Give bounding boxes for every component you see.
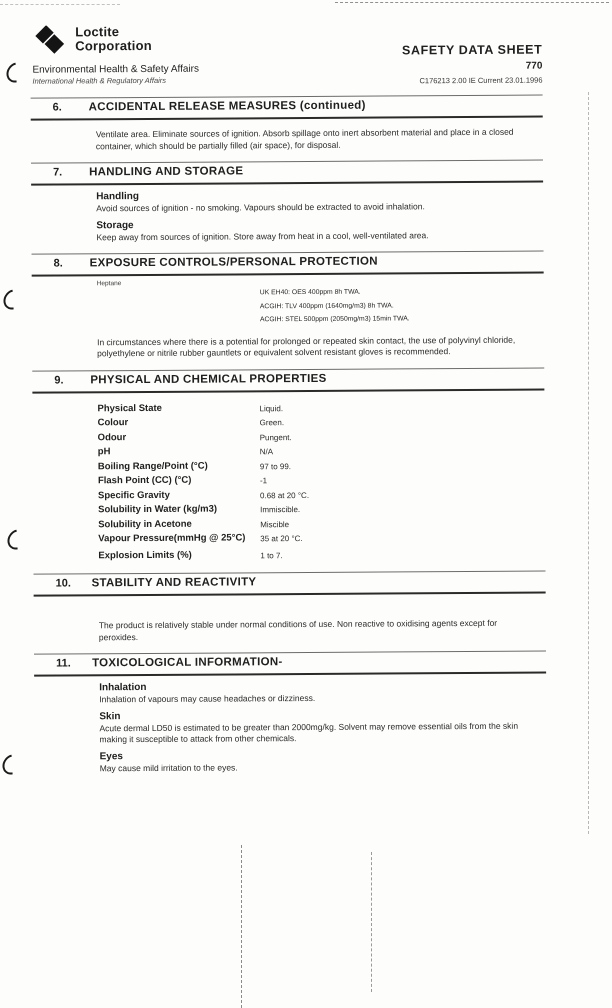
property-label: Physical State	[97, 402, 162, 414]
toxicology-item	[34, 680, 546, 706]
subsection-text: Inhalation of vapours may cause headaches or dizziness.	[99, 692, 316, 705]
property-value: Miscible	[260, 519, 290, 529]
section-number: 10.	[55, 577, 71, 590]
section-physical-chemical-properties	[32, 367, 545, 564]
property-value: 1 to 7.	[260, 550, 283, 560]
section-body-text: The product is relatively stable under normal conditions of use. Non reactive to oxidising agents except for peroxides.	[98, 617, 498, 642]
subsection-text: Acute dermal LD50 is estimated to be greater than 2000mg/kg. Solvent may remove essential oils from the skin making it susceptible to attack from other chemicals.	[99, 720, 519, 745]
section-header	[31, 95, 543, 121]
company-block	[30, 25, 199, 88]
exposure-limit-line: ACGIH: STEL 500ppm (2050mg/m3) 15min TWA.	[259, 315, 410, 324]
properties-table	[97, 399, 545, 563]
section-title: HANDLING AND STORAGE	[89, 165, 244, 179]
property-label: Solubility in Acetone	[98, 518, 192, 530]
section-number: 6.	[52, 101, 62, 114]
company-name	[75, 25, 152, 53]
section-title: EXPOSURE CONTROLS/PERSONAL PROTECTION	[89, 255, 378, 270]
exposure-limit-line: UK EH40: OES 400ppm 8h TWA.	[259, 288, 361, 297]
substance-name: Heptane	[96, 280, 122, 288]
loctite-logo-icon	[32, 25, 68, 61]
subsection-text: Keep away from sources of ignition. Store away from heat in a cool, well-ventilated area.	[96, 230, 429, 243]
section-title: TOXICOLOGICAL INFORMATION-	[92, 656, 283, 670]
property-label: Explosion Limits (%)	[98, 549, 192, 561]
section-number: 9.	[54, 373, 64, 387]
company-name-line2: Corporation	[75, 37, 152, 54]
section-title: STABILITY AND REACTIVITY	[91, 576, 257, 590]
property-label: Vapour Pressure(mmHg @ 25°C)	[98, 532, 246, 545]
section-title: PHYSICAL AND CHEMICAL PROPERTIES	[90, 372, 327, 386]
scan-fold-line	[371, 852, 372, 992]
section-body-text: In circumstances where there is a potential for prolonged or repeated skin contact, the use of polyvinyl chloride, polyethylene or nitrile rubber gauntlets or equivalent solvent resistant gloves is recommended.	[97, 334, 516, 359]
property-label: Boiling Range/Point (°C)	[97, 460, 208, 472]
department-subline: International Health & Regulatory Affairs	[32, 75, 167, 86]
subsection-label: Storage	[96, 220, 134, 232]
exposure-limit-line: ACGIH: TLV 400ppm (1640mg/m3) 8h TWA.	[259, 301, 394, 310]
section-number: 7.	[53, 166, 63, 179]
section-accidental-release	[31, 95, 543, 153]
property-label: Odour	[97, 431, 127, 443]
property-value: 0.68 at 20 °C.	[259, 490, 310, 500]
property-label: Colour	[97, 417, 129, 429]
section-title: ACCIDENTAL RELEASE MEASURES (continued)	[88, 99, 366, 114]
document-reference: C176213 2.00 IE Current 23.01.1996	[419, 75, 543, 86]
subsection-text: Avoid sources of ignition - no smoking. Vapours should be extracted to avoid inhalation.	[96, 201, 425, 214]
property-value: Immiscible.	[260, 505, 301, 515]
section-exposure-controls	[32, 251, 545, 361]
property-row	[98, 546, 545, 563]
subsection-text: May cause mild irritation to the eyes.	[99, 762, 238, 774]
property-value: Pungent.	[259, 432, 292, 442]
company-name-line1: Loctite	[75, 24, 120, 40]
property-label: pH	[97, 446, 111, 458]
section-header	[33, 571, 545, 597]
property-label: Solubility in Water (kg/m3)	[98, 503, 218, 516]
subsection-label: Handling	[96, 191, 140, 203]
property-value: 97 to 99.	[259, 461, 292, 471]
property-label: Specific Gravity	[97, 489, 170, 501]
section-number: 8.	[53, 257, 63, 270]
section-header	[34, 651, 546, 677]
property-value: Green.	[259, 418, 285, 428]
toxicology-item	[34, 709, 546, 746]
document-number: 770	[525, 60, 543, 72]
exposure-limits	[260, 285, 544, 327]
property-value: -1	[259, 476, 268, 486]
subsection-label: Eyes	[99, 751, 124, 763]
section-header	[31, 160, 543, 186]
property-value: N/A	[259, 447, 274, 457]
section-number: 11.	[56, 657, 71, 670]
section-stability-reactivity	[33, 571, 545, 644]
section-body-text: Ventilate area. Eliminate sources of ignition. Absorb spillage onto inert absorbent material and place in a closed container, which should be partially filled (air space), for disposal.	[95, 126, 514, 151]
property-value: Liquid.	[259, 403, 284, 413]
section-handling-storage	[31, 160, 543, 244]
subsection-label: Skin	[99, 711, 121, 723]
section-header	[32, 367, 544, 393]
document-meta	[402, 23, 543, 86]
toxicology-item	[35, 749, 547, 775]
property-value: 35 at 20 °C.	[260, 534, 303, 544]
scan-fold-line	[241, 845, 242, 1008]
subsection-label: Inhalation	[99, 681, 147, 694]
property-label: Flash Point (CC) (°C)	[97, 474, 192, 487]
document-header	[30, 23, 542, 88]
document-title: SAFETY DATA SHEET	[401, 42, 543, 58]
property-row	[98, 530, 545, 547]
section-header	[32, 251, 544, 277]
department-line: Environmental Health & Safety Affairs	[32, 63, 200, 76]
section-toxicological-information	[34, 651, 547, 775]
